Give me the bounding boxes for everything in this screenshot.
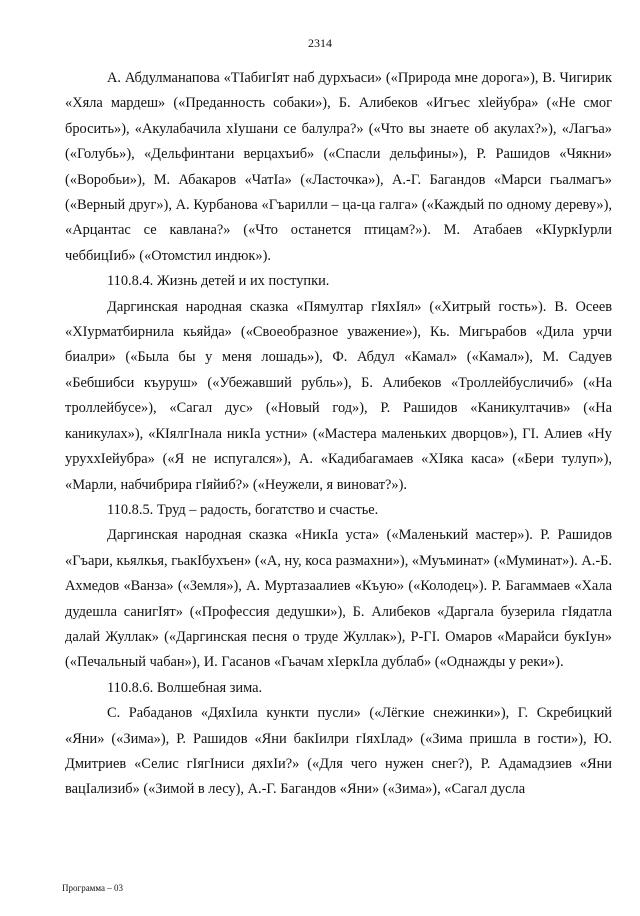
paragraph-winter: С. Рабаданов «ДяхIила кункти пусли» («Лёгкие снежинки»), Г. Скребицкий «Яни» («Зима»), Р. Рашидов «Яни бакIилри гIяхIлад» («Зима пришла в гости»), Ю. Дмитриев «Селис гIягIниси дяхIи?» («Для чего нужен снег?), Р. Адамадзиев «Яни вацIализиб» («Зимой в лесу), А.-Г. Багандов «Яни» («Зима»), «Сагал дусла <box>65 705 612 798</box>
paragraph-nature-list: А. Абдулманапова «ТIабигIят наб дурхъаси» («Природа мне дорога»), В. Чигирик «Хяла мардеш» («Преданность собаки»), Б. Алибеков «Игъес хlейубра» («Не смог бросить»), «Акулабачила хIушани се балулра?» («Что вы знаете об акулах?»), «Лагъа» («Голубь»), «Дельфинтани верцахъиб» («Спасли дельфины»), Р. Рашидов «Чякни» («Воробьи»), М. Абакаров «ЧатIа» («Ласточка»), А.-Г. Багандов «Марси гьалмагъ» («Верный друг»), А. Курбанова «Гъарилли – ца-ца галга» («Каждый по одному дереву»), «Арцантас се кавлана?» («Что останется птицам?»). М. Атабаев «КIуркIурли чеббицIиб» («Отомстил индюк»). <box>65 70 612 264</box>
section-heading-labor: 110.8.5. Труд – радость, богатство и счастье. <box>107 501 379 518</box>
document-body <box>65 66 612 803</box>
section-heading-winter: 110.8.6. Волшебная зима. <box>107 679 263 696</box>
page-footer: Программа – 03 <box>62 883 124 893</box>
paragraph-children-life: Даргинская народная сказка «Пямултар гIяхIял» («Хитрый гость»). В. Осеев «ХIурматбирнила кьяйда» («Своеобразное уважение»), Кь. Мигьрабов «Дила урчи биалри» («Была бы у меня лошадь»), Ф. Абдул «Камал» («Камал»), М. Садуев «Бебшибси къуруш» («Убежавший рубль»), Б. Алибеков «Троллейбусличиб» («На троллейбусе»), «Сагал дус» («Новый год»), Р. Рашидов «Каникултачив» («На каникулах»), «КIялгIнала никIа устни» («Мастера маленьких дворцов»), ГI. Алиев «Ну уруххIейубра» («Я не испугался»), А. «Кадибагамаев «ХIяка каса» («Бери тулуп»), «Марли, набчибрира гIяйиб?» («Неужели, я виноват?»). <box>65 298 612 493</box>
section-heading-children-life: 110.8.4. Жизнь детей и их поступки. <box>107 273 330 290</box>
page-number: 2314 <box>308 36 332 50</box>
paragraph-labor: Даргинская народная сказка «НикIа уста» («Маленький мастер»). Р. Рашидов «Гъари, кьялкья, гьакIбухъен» («А, ну, коса размахни»), «Муъминат» («Муминат»). А.-Б. Ахмедов «Ванза» («Земля»), А. Муртазаалиев «Къую» («Колодец»). Р. Багаммаев «Хала дудешла санигIят» («Профессия дедушки»), Б. Алибеков «Даргала бузерила гIядатла далай Жуллак» («Даргинская песня о труде Жуллак»), Р-ГI. Омаров «Марайси букIун» («Печальный чабан»), И. Гасанов «Гьачам хIеркIла дублаб» («Однажды у реки»). <box>65 527 612 671</box>
